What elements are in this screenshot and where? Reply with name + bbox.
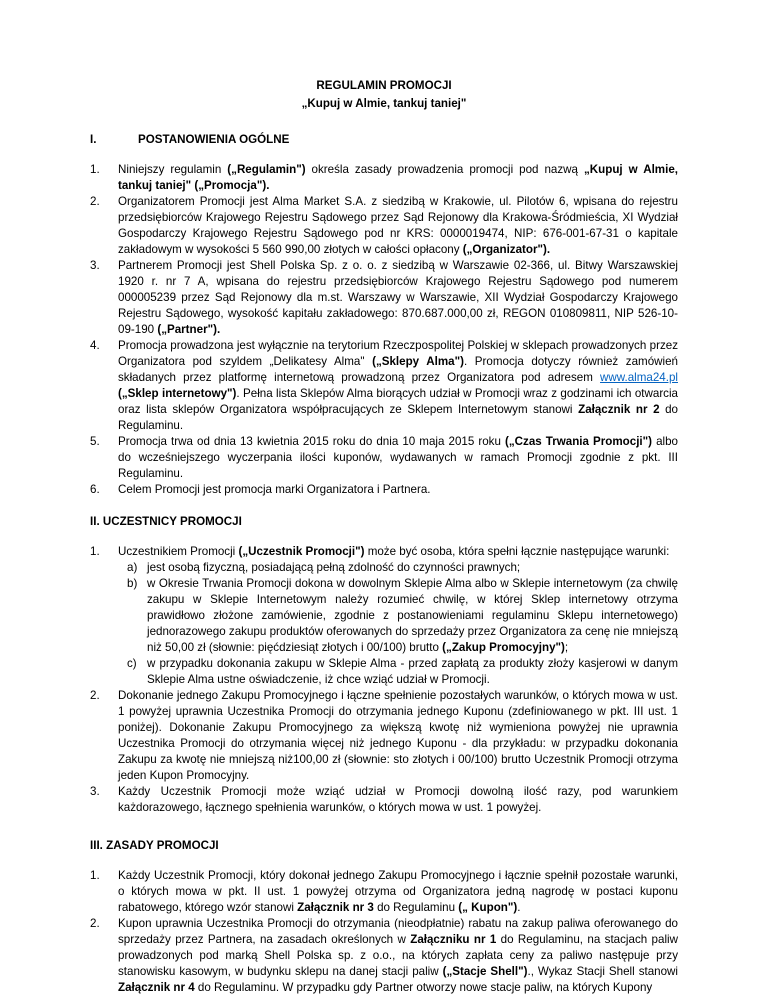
list-item: 1. Niniejszy regulamin („Regulamin") określa zasady prowadzenia promocji pod nazwą „Kupuj w Almie, tankuj taniej" („Promocja"). [90,163,678,192]
list-item: 5. Promocja trwa od dnia 13 kwietnia 2015 roku do dnia 10 maja 2015 roku („Czas Trwania Promocji") albo do wcześniejszego wyczerpania ilości kuponów, wydawanych w ramach Promocji zgodnie z pkt. III Regulaminu. [90,435,679,480]
list-item: 2. Dokonanie jednego Zakupu Promocyjnego i łączne spełnienie pozostałych warunków, o których mowa w ust. 1 powyżej uprawnia Uczestnika Promocji do otrzymania jednego Kuponu (zdefiniowanego w pkt. III ust. 1 poniżej). Dokonanie Zakupu Promocyjnego za większą kwotę niż wymieniona powyżej nie uprawnia Uczestnika Promocji do otrzymania więcej niż jednego Kuponu - dla przykładu: w przypadku dokonania Zakupu za kwotę nie mniejszą niż100,00 zł (słownie: sto złotych i 00/100) brutto Uczestnik Promocji otrzyma jeden Kupon Promocyjny. [90,689,678,782]
list-item: 1. Uczestnikiem Promocji („Uczestnik Promocji") może być osoba, która spełni łącznie następujące warunki: [90,545,670,558]
sub-item: a) jest osobą fizyczną, posiadającą pełną zdolność do czynności prawnych; [127,561,521,574]
section-title: POSTANOWIENIA OGÓLNE [138,133,290,146]
list-item: 3. Każdy Uczestnik Promocji może wziąć udział w Promocji dowolną ilość razy, pod warunkiem każdorazowego, łącznego spełnienia warunków, o których mowa w ust. 1 powyżej. [90,785,678,814]
document-page [90,78,678,996]
section-number: I. [90,133,97,146]
alma24-link[interactable]: www.alma24.pl [600,371,678,384]
section-1-heading [90,132,678,148]
sub-item: b) w Okresie Trwania Promocji dokona w dowolnym Sklepie Alma albo w Sklepie internetowym (za chwilę zakupu w Sklepie Internetowym należy rozumieć chwilę, w której Sklep internetowy otrzyma prawidłowo złożone zamówienie, zgodnie z postanowieniami regulaminu Sklepu internetowego) jednorazowego zakupu produktów oferowanych do sprzedaży przez Organizatora za cenę nie mniejszą niż 50,00 zł (słownie: pięćdziesiąt złotych i 00/100) brutto („Zakup Promocyjny"); [127,577,678,654]
list-item: 4. Promocja prowadzona jest wyłącznie na terytorium Rzeczpospolitej Polskiej w sklepach prowadzonych przez Organizatora pod szyldem „Delikatesy Alma" („Sklepy Alma"). Promocja dotyczy również zamówień składanych przez platformę internetową prowadzoną przez Organizatora pod adresem www.alma24.pl („Sklep internetowy"). Pełna lista Sklepów Alma biorących udział w Promocji wraz z godzinami ich otwarcia oraz lista sklepów Organizatora współpracujących ze Sklepem Internetowym stanowi Załącznik nr 2 do Regulaminu. [90,339,679,432]
list-item: 3. Partnerem Promocji jest Shell Polska Sp. z o. o. z siedzibą w Warszawie 02-366, ul. Bitwy Warszawskiej 1920 r. nr 7 A, wpisana do rejestru przedsiębiorców Krajowego Rejestru Sądowego pod numerem 000005239 przez Sąd Rejonowy dla m.st. Warszawy w Warszawie, XII Wydział Gospodarczy Krajowego Rejestru Sądowego, wysokość kapitału zakładowego: 870.687.000,00 zł, REGON 010809811, NIP 526-10-09-190 („Partner"). [90,259,678,336]
list-item: 1. Każdy Uczestnik Promocji, który dokonał jednego Zakupu Promocyjnego i łącznie spełnił pozostałe warunki, o których mowa w pkt. II ust. 1 powyżej otrzyma od Organizatora jedną nagrodę w postaci kuponu rabatowego, którego wzór stanowi Załącznik nr 3 do Regulaminu („ Kupon"). [90,869,678,914]
page-subtitle: „Kupuj w Almie, tankuj taniej" [301,97,467,110]
section-3-heading: III. ZASADY PROMOCJI [90,839,219,852]
list-item: 2. Organizatorem Promocji jest Alma Market S.A. z siedzibą w Krakowie, ul. Pilotów 6, wpisana do rejestru przedsiębiorców Krajowego Rejestru Sądowego przez Sąd Rejonowy dla Krakowa-Śródmieścia, XI Wydział Gospodarczy Krajowego Rejestru Sądowego pod nr KRS: 0000019474, NIP: 676-001-67-31 o kapitale zakładowym w wysokości 5 560 990,00 złotych w całości opłacony („Organizator"). [90,195,678,256]
sub-item: c) w przypadku dokonania zakupu w Sklepie Alma - przed zapłatą za produkty złoży kasjerowi w danym Sklepie Alma ustne oświadczenie, iż chce wziąć udział w Promocji. [127,657,678,686]
list-item: 6. Celem Promocji jest promocja marki Organizatora i Partnera. [90,483,431,496]
page-title: REGULAMIN PROMOCJI [316,79,452,92]
list-item: 2. Kupon uprawnia Uczestnika Promocji do otrzymania (nieodpłatnie) rabatu na zakup paliwa oferowanego do sprzedaży przez Partnera, na zasadach określonych w Załączniku nr 1 do Regulaminu, na stacjach paliw prowadzonych pod marką Shell Polska sp. z o.o., na których zapłata ceny za paliwo następuje przy stanowisku kasowym, w budynku sklepu na danej stacji paliw („Stacje Shell")., Wykaz Stacji Shell stanowi Załącznik nr 4 do Regulaminu. W przypadku gdy Partner otworzy nowe stacje paliw, na których Kupony [90,917,678,994]
sub-list [90,560,678,688]
section-2-heading: II. UCZESTNICY PROMOCJI [90,515,242,528]
